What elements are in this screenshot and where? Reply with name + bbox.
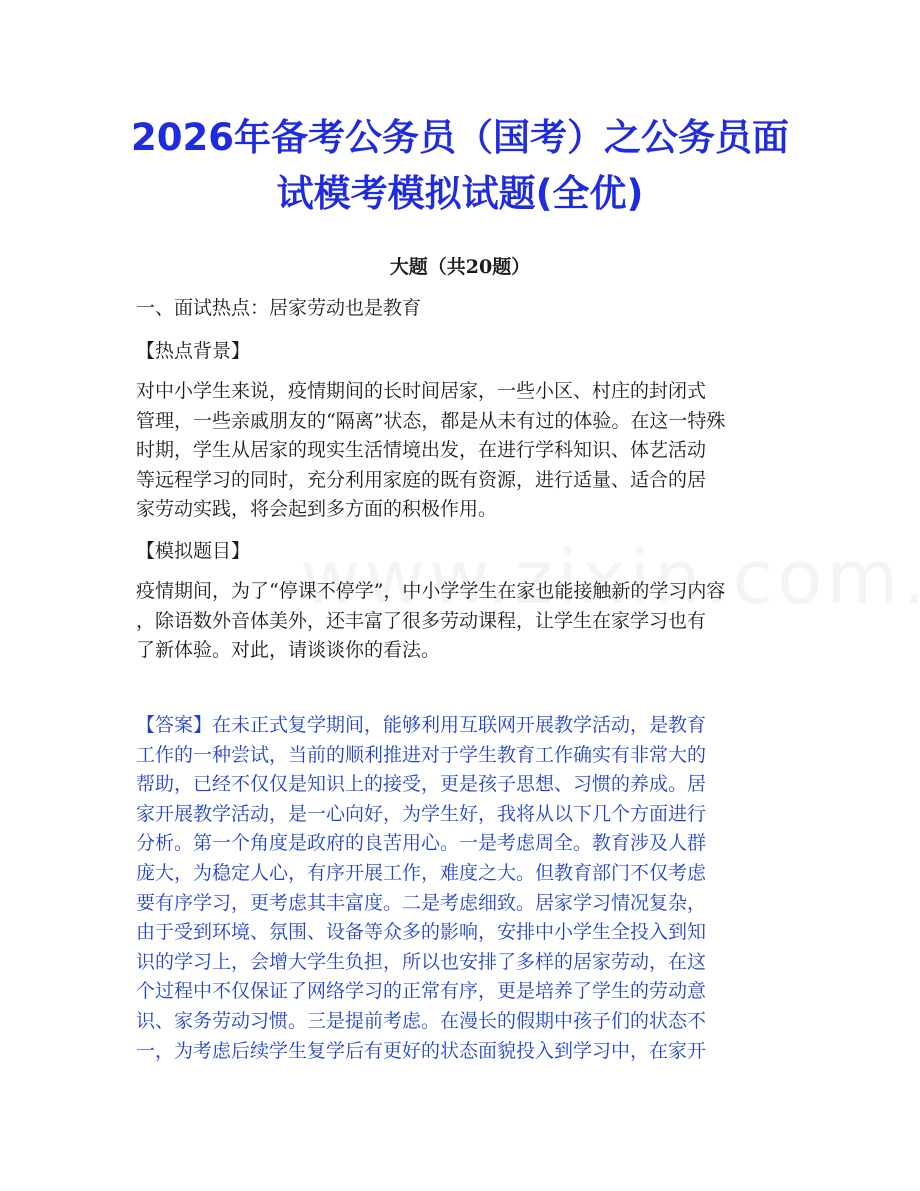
question-heading: 一、面试热点：居家劳动也是教育 xyxy=(136,297,422,319)
answer-line: 庞大，为稳定人心，有序开展工作，难度之大。但教育部门不仅考虑 xyxy=(136,861,707,884)
question-line: 了新体验。对此，请谈谈你的看法。 xyxy=(136,639,441,662)
answer-line: 个过程中不仅保证了网络学习的正常有序，更是培养了学生的劳动意 xyxy=(136,980,707,1003)
background-label: 【热点背景】 xyxy=(136,340,251,362)
background-line: 等远程学习的同时，充分利用家庭的既有资源，进行适量、适合的居 xyxy=(136,468,707,491)
answer-line: 【答案】在未正式复学期间，能够利用互联网开展教学活动，是教育 xyxy=(136,714,707,736)
answer-line: 帮助，已经不仅仅是知识上的接受，更是孩子思想、习惯的养成。居 xyxy=(136,773,707,796)
answer-line: 识、家务劳动习惯。三是提前考虑。在漫长的假期中孩子们的状态不 xyxy=(136,1009,707,1032)
background-line: 家劳动实践，将会起到多方面的积极作用。 xyxy=(136,498,498,521)
question-label: 【模拟题目】 xyxy=(136,540,251,562)
answer-line: 由于受到环境、氛围、设备等众多的影响，安排中小学生全投入到知 xyxy=(136,921,707,944)
document-title xyxy=(130,110,790,222)
title-line-2: 试模考模拟试题(全优) xyxy=(276,172,644,215)
title-line-1: 2026年备考公务员（国考）之公务员面 xyxy=(131,116,789,159)
background-line: 时期，学生从居家的现实生活情境出发，在进行学科知识、体艺活动 xyxy=(136,439,707,462)
background-paragraph xyxy=(136,377,786,525)
answer-line: 工作的一种尝试，当前的顺利推进对于学生教育工作确实有非常大的 xyxy=(136,743,707,766)
question-line: ，除语数外音体美外，还丰富了很多劳动课程，让学生在家学习也有 xyxy=(136,609,707,632)
answer-line: 分析。第一个角度是政府的良苦用心。一是考虑周全。教育涉及人群 xyxy=(136,832,707,855)
answer-line: 一，为考虑后续学生复学后有更好的状态面貌投入到学习中，在家开 xyxy=(136,1039,707,1062)
answer-line: 识的学习上，会增大学生负担，所以也安排了多样的居家劳动，在这 xyxy=(136,950,707,973)
answer-paragraph xyxy=(136,711,786,1066)
answer-line: 家开展教学活动，是一心向好，为学生好，我将从以下几个方面进行 xyxy=(136,802,707,825)
section-subtitle: 大题（共20题） xyxy=(389,256,531,278)
background-line: 管理，一些亲戚朋友的“隔离”状态，都是从未有过的体验。在这一特殊 xyxy=(136,409,726,432)
background-line: 对中小学生来说，疫情期间的长时间居家，一些小区、村庄的封闭式 xyxy=(136,380,707,402)
question-paragraph xyxy=(136,577,786,666)
question-line: 疫情期间，为了“停课不停学”，中小学学生在家也能接触新的学习内容 xyxy=(136,580,726,602)
answer-line: 要有序学习，更考虑其丰富度。二是考虑细致。居家学习情况复杂， xyxy=(136,891,707,914)
